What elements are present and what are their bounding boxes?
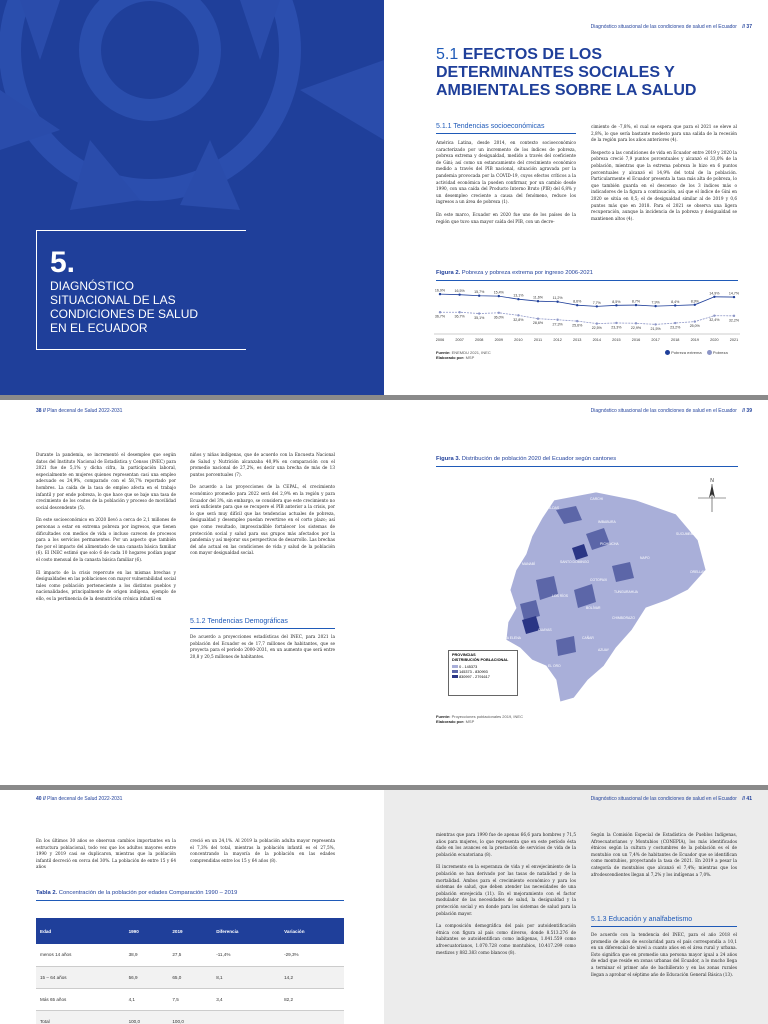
map-legend — [448, 650, 518, 696]
legend-label: Pobreza extrema — [671, 350, 702, 355]
data-point — [576, 320, 578, 322]
body-column-right — [591, 124, 737, 228]
data-point — [517, 298, 519, 300]
table-rule — [36, 900, 344, 901]
table-cell: 7,5 — [168, 988, 212, 1010]
data-point — [615, 304, 617, 306]
data-point — [654, 323, 656, 325]
province-label: BOLÍVAR — [586, 606, 601, 610]
section-number: 5.1 — [436, 46, 459, 63]
figure-2-caption — [436, 270, 593, 276]
paragraph: América Latina, desde 2014, en contexto socioeconómico caracterizado por un incremento de los índices de pobreza, pobreza extrema y desigualdad, medido a través del coeficiente de Gini; así como un estancamiento del crecimiento económico medido a través del PIB nacional, situación agravada por la pandemia provocada por la COVID-19, cuyos efectos críticos a la actividad económica la pueden confirmar, por un cambio desde 1990, con una caída del Producto Interno Bruto (PIB) del 6,8% y un desempleo creciente a causa del fenómeno, reduce los ingresos a un área de pobreza (1). — [436, 140, 576, 205]
running-head-40 — [36, 796, 122, 802]
legend-dot — [707, 350, 712, 355]
legend-label: Pobreza — [712, 350, 728, 355]
table-cell: 100,0 — [125, 1010, 169, 1024]
figure-3-source — [436, 714, 523, 725]
figure-2-source — [436, 350, 491, 361]
table-cell: -29,3% — [280, 944, 344, 966]
source-text: Proyecciones poblacionales 2019, INEC — [451, 714, 523, 719]
legend-swatch — [452, 665, 458, 668]
table-cell: Total — [36, 1010, 125, 1024]
legend-title: PROVINCIAS — [452, 653, 476, 657]
table-cell: 82,2 — [280, 988, 344, 1010]
table-cell — [280, 1010, 344, 1024]
running-head-37 — [591, 24, 752, 30]
body-column-left: En los últimos 30 años se observan cambios importantes en la estructura poblacional, todo vez que los adultos mayores entre 1990 y 2019 casi se duplicaron, mientras que la población infantil decreció en cerca del 30%. La población de entre 15 y 64 años — [36, 838, 176, 870]
table-row — [36, 988, 344, 1010]
data-point — [596, 322, 598, 324]
province-label: NAPO — [640, 556, 650, 560]
legend-dot — [665, 350, 670, 355]
x-tick-label: 2016 — [631, 338, 641, 342]
running-head-text: Diagnóstico situacional de las condiciones de salud en el Ecuador — [590, 408, 737, 414]
legend-label: 0 - 145373 — [459, 665, 478, 669]
x-tick-label: 2021 — [729, 338, 739, 342]
subsection-heading: 5.1.1 Tendencias socioeconómicas — [436, 123, 545, 130]
x-tick-label: 2010 — [514, 338, 523, 342]
data-label: 8,4% — [671, 299, 680, 304]
page-number: // 39 — [742, 408, 752, 414]
province-label: CARCHI — [590, 497, 603, 501]
table-header-row — [36, 918, 344, 944]
table-row — [36, 966, 344, 988]
column-header: Diferencia — [212, 918, 280, 944]
data-label: 32,2% — [728, 318, 740, 323]
subsection-heading: 5.1.2 Tendencias Demográficas — [190, 618, 288, 625]
column-header: 2019 — [168, 918, 212, 944]
table-cell: -11,4% — [212, 944, 280, 966]
column-header: 1990 — [125, 918, 169, 944]
body-column-right: Según la Comisión Especial de Estadística de Pueblos Indígenas, Afroecuatorianos y Montubios (CONEPIA), los más identificados étnicos según la cultura y costumbres de la población es el de montubio con un 7,4% de habitantes de Ecuador que se identifican como montubios, proyectando la tasa de 2021. En 2019 a pesar la categoría de montubios que alcanzó el 7,4%; mientras que los afrodescendientes llegan al 7,2% y los indígenas a 7,0%. — [591, 832, 737, 877]
data-point — [694, 320, 696, 322]
data-label: 36,0% — [493, 315, 504, 320]
x-tick-label: 2012 — [553, 338, 562, 342]
province-label: ORELLANA — [690, 570, 709, 574]
paragraph: niños y niñas indígenas, que de acuerdo con la Encuesta Nacional de Salud y Nutrición alcanzaba 40,9% en comparación con el promedio nacional de 27,2%, es decir una brecha de más de 13 puntos porcentuales (7). — [190, 452, 335, 477]
data-point — [458, 293, 460, 295]
table-cell: 8,1 — [212, 966, 280, 988]
body-paragraph: De acuerdo a proyecciones estadísticas del INEC, para 2021 la población del Ecuador es de 17,7 millones de habitantes, que se proyecta para el período 2000-2031, en un aumento que será entre 20,8 y 20,5 millones de habitantes. — [190, 634, 335, 659]
poverty-line-chart — [434, 284, 740, 354]
table-row — [36, 944, 344, 966]
data-label: 28,6% — [532, 321, 544, 326]
data-label: 35,1% — [474, 316, 485, 321]
table-row — [36, 1010, 344, 1024]
x-tick-label: 2019 — [690, 338, 700, 342]
x-tick-label: 2017 — [651, 338, 660, 342]
table-cell: 4,1 — [125, 988, 169, 1010]
source-text: ENEMDU 2021, INEC — [451, 350, 491, 355]
data-label: 32,4% — [709, 318, 720, 323]
table-cell: 14,2 — [280, 966, 344, 988]
figure-label: Figura 2. — [436, 270, 461, 276]
page-number: 38 // — [36, 408, 46, 414]
legend-item — [452, 675, 514, 680]
paragraph: mientras que para 1990 fue de apenas 66,6 para hombres y 71,5 años para mujeres, lo que representa que en este período ésta dado en los avances en la prestación de servicios de vida de la población ecuatoriana (8). — [436, 832, 576, 857]
page-number: 40 // — [36, 796, 46, 802]
province-label: MORONA SANTIAGO — [642, 652, 676, 656]
column-header: Edad — [36, 918, 125, 944]
data-point — [439, 311, 441, 313]
x-tick-label: 2006 — [435, 338, 445, 342]
paragraph: El impacto de la crisis repercute en las mismas brechas y desigualdades en las poblaciones con mayor vulnerabilidad social tales como población perteneciente a los distintos pueblos y nacionalidades, principalmente de origen indígena, ejemplo de ello, es la pertinencia de la desnutrición crónica infantil en — [36, 569, 176, 601]
data-point — [674, 304, 676, 306]
legend-label: 830997 - 2791617 — [459, 675, 490, 679]
paragraph: De acuerdo a las proyecciones de la CEPAL, el crecimiento económico promedio para 2022 será del 2,9% en la región y para Ecuador del 3%, sin embargo, se considera que este crecimiento no será suficiente para que se recupere el PIB anterior a la crisis, por lo que será muy difícil que las tendencias actuales de pobreza, desigualdad y desempleo puedan revertirse en el corto plazo; así que como resultado, imprescindible fortalecer los sistemas de protección social y salud para sus grupos más afectados por la pandemia y así mejorar sus perspectivas de desarrollo. Las brechas del año actual en las condiciones de vida y salud de la población con mayor desigualdad social. — [190, 484, 335, 556]
x-tick-label: 2018 — [670, 338, 680, 342]
body-column-left — [436, 832, 576, 962]
section-title — [436, 46, 736, 100]
section-title-text: EFECTOS DE LOS DETERMINANTES SOCIALES Y AMBIENTALES SOBRE LA SALUD — [436, 46, 697, 99]
compass — [698, 478, 726, 512]
population-table — [36, 918, 344, 1024]
data-label: 15,4% — [493, 290, 504, 295]
data-label: 25,0% — [689, 324, 700, 329]
province-label: IMBABURA — [598, 520, 616, 524]
elab-text: MSP — [465, 719, 475, 725]
body-column-right — [190, 452, 335, 563]
legend-swatch — [452, 670, 458, 673]
data-label: 32,8% — [513, 317, 524, 322]
elab-text: MSP — [465, 355, 475, 361]
data-label: 22,9% — [630, 325, 642, 330]
elab-label: Elaborado por: — [436, 719, 465, 725]
data-point — [498, 312, 500, 314]
page-number: // 41 — [742, 796, 752, 802]
subsection-rule — [591, 926, 737, 927]
data-point — [537, 318, 539, 320]
data-point — [596, 305, 598, 307]
data-label: 21,5% — [650, 326, 661, 331]
chapter-cover-page — [0, 0, 384, 395]
province-label: LOJA — [574, 704, 583, 708]
table-cell: 38,9 — [125, 944, 169, 966]
column-header: Variación — [280, 918, 344, 944]
figure-3-caption — [436, 456, 616, 462]
province-label: SANTO DOMINGO — [560, 560, 590, 564]
data-point — [654, 305, 656, 307]
province-label: ZAMORA — [610, 686, 625, 690]
x-tick-label: 2020 — [710, 338, 719, 342]
x-tick-label: 2015 — [612, 338, 621, 342]
province-label: CAÑAR — [582, 636, 594, 640]
data-point — [478, 295, 480, 297]
data-label: 16,9% — [434, 288, 446, 293]
x-tick-label: 2013 — [572, 338, 582, 342]
table-cell: 3,4 — [212, 988, 280, 1010]
chapter-title: DIAGNÓSTICO SITUACIONAL DE LAS CONDICIONES DE SALUD EN EL ECUADOR — [50, 279, 199, 335]
figure-rule — [436, 280, 738, 281]
elab-label: Elaborado por: — [436, 355, 465, 361]
province-label: AZUAY — [598, 648, 610, 652]
body-paragraph: De acuerdo con la tendencia del INEC, para el año 2018 el promedio de años de escolaridad para el país correspondía a 10,1 en un diferencial de nivel a cuanto años en el área rural y urbana. Esto significa que en promedio una persona mayor igual a 24 años de edad que reside en zonas urbanas del Ecuador, a lo mucho llega a terminar el primer año de bachillerato y en las zonas rurales llegan a aprobar el séptimo año de Educación General Básica (13). — [591, 932, 737, 977]
page-number: // 37 — [742, 24, 752, 30]
province-label: PASTAZA — [668, 602, 683, 606]
data-label: 23,3% — [611, 325, 622, 330]
table-cell: menos 14 años — [36, 944, 125, 966]
data-point — [674, 322, 676, 324]
province-label: TUNGURAHUA — [614, 590, 638, 594]
table-cell: 27,5 — [168, 944, 212, 966]
province-label: SUCUMBÍOS — [676, 532, 697, 536]
province-label: LOS RÍOS — [552, 594, 569, 598]
data-point — [733, 315, 735, 317]
legend-subtitle: DISTRIBUCIÓN POBLACIONAL — [452, 658, 509, 662]
figure-label: Figura 3. — [436, 456, 461, 462]
paragraph: La composición demográfica del país por autoidentificación étnica con figura al país como diverso, donde 8.513.276 de habitantes se autoidentifican como indígenas, 1.041.559 como afroecuatorianos, 1.070.728 como montubios, 10.417.299 como mestizos y 882.383 como blancos (8). — [436, 923, 576, 955]
data-point — [576, 304, 578, 306]
running-head-38 — [36, 408, 122, 414]
body-column-left — [36, 452, 176, 608]
paragraph: El incremento en la esperanza de vida y el envejecimiento de la población se han derivado por las tasas de natalidad y de la mortalidad. Ambos para el crecimiento económico y para los sistemas de salud, que deben atender las necesidades de una población envejecida (11). En el mejoramiento con el factor modulador de las necesidades de salud, la desigualdad y la protección social y en donde para los sistemas de salud para la población mayor. — [436, 864, 576, 916]
data-point — [517, 314, 519, 316]
figure-caption-text: Pobreza y pobreza extrema por ingreso 2006-2021 — [461, 270, 593, 276]
data-label: 36,7% — [454, 314, 465, 319]
body-column-right: creció en un 24,1%. Al 2019 la población adulta mayor representa el 7,3% del total, mientras la población infantil es el 27,5%, concentrando la mayoría de la población en las edades comprendidas entre los 15 y 64 años (8). — [190, 838, 335, 863]
x-tick-label: 2008 — [474, 338, 484, 342]
paragraph: En este marco, Ecuador en 2020 fue uno de los países de la región que tuvo una mayor caída del PIB, con un decre- — [436, 211, 576, 224]
data-label: 7,9% — [651, 300, 660, 305]
data-point — [556, 319, 558, 321]
province-label: MANABÍ — [522, 562, 535, 566]
table-2-caption — [36, 890, 237, 896]
data-label: 8,6% — [573, 299, 582, 304]
paragraph: cimiento de -7,8%, el cual se espera que para el 2021 se eleve al 2,8%, lo que sería bastante modesto para una salida de la recesión de la región para los años anteriores (4). — [591, 124, 737, 143]
data-point — [498, 295, 500, 297]
data-label: 25,6% — [572, 323, 583, 328]
data-label: 22,5% — [591, 326, 602, 331]
x-tick-label: 2014 — [592, 338, 602, 342]
data-label: 7,7% — [592, 300, 601, 305]
data-point — [478, 312, 480, 314]
province-label: PICHINCHA — [600, 542, 619, 546]
province-label: GUAYAS — [538, 628, 552, 632]
province-label: ESMERALDAS — [536, 506, 560, 510]
figure-rule — [436, 466, 738, 467]
paragraph: Durante la pandemia, se incrementó el desempleo que según datos del Instituto Nacional de Estadística y Censos (INEC) para 2021 fue de 5,1% y dicha cifra, la participación laboral, especialmente en mujeres quienes representan casi una empleo adecuado es 24,9%, comparado con el 58,7% reportado por hombres. La caída de la tasa de empleo afecta en el trabajo infantil y por ende pobreza, lo que hace que se baje una tasa de crecimiento de los costos de la población y proceso de movilidad social descendente (5). — [36, 452, 176, 510]
data-label: 15,7% — [474, 290, 485, 295]
data-label: 8,5% — [612, 299, 621, 304]
running-head-text: Plan decenal de Salud 2022-2031 — [47, 796, 123, 802]
table-cell: 15 – 64 años — [36, 966, 125, 988]
x-tick-label: 2011 — [533, 338, 543, 342]
data-point — [694, 304, 696, 306]
data-label: 13,1% — [513, 293, 524, 298]
subsection-rule — [436, 133, 576, 134]
figure-caption-text: Distribución de población 2020 del Ecuador según cantones — [461, 456, 617, 462]
data-label: 27,3% — [552, 322, 563, 327]
legend-swatch — [452, 675, 458, 678]
data-label: 36,7% — [434, 314, 446, 319]
chart-legend — [665, 350, 728, 355]
table-cell: 100,0 — [168, 1010, 212, 1024]
data-label: 14,7% — [728, 291, 740, 296]
source-label: Fuente: — [436, 714, 451, 719]
running-head-text: Diagnóstico situacional de las condiciones de salud en el Ecuador — [590, 796, 737, 802]
data-label: 23,2% — [670, 325, 681, 330]
subsection-heading: 5.1.3 Educación y analfabetismo — [591, 916, 693, 923]
running-head-text: Diagnóstico situacional de las condiciones de salud en el Ecuador — [590, 24, 737, 30]
data-label: 11,6% — [533, 295, 543, 300]
paragraph: En este socioeconómico en 2020 llevó a cerca de 2,1 millones de personas a estar en extrema pobreza por ingresos, que tienen dificultades con medios de vida o incluso carecen de procesos para a los servicios permanentes. Por un aspecto que también fue por el impacto del alimentado de una canasta básica familiar (6). El INEC estimó que solo 6 de cada 10 hogares podían pagar el costo mensual de la canasta básica familiar (6). — [36, 517, 176, 562]
table-caption-text: Concentración de la población por edades Comparación 1990 – 2019 — [58, 890, 238, 896]
paragraph: Respecto a las condiciones de vida en Ecuador entre 2019 y 2020 la pobreza creció 7,9 puntos porcentuales y alcanzó el 33,0% de la población, mientras que la extrema pobreza lo hizo en 6 puntos porcentuales y alcanzó el 14,9% del total de la población. Particularmente el Ecuador presenta la tasa más alta de pobreza, lo que también guarda en el descenso de los 3 índices más o indicadores de la figura a continuación, así que el índice de Gini en 2020 se sitúa en 0,5; el de desigualdad similar al de 2019 y 0,6 puntos más que en 2018. Para el 2021 se observa una ligera recuperación, aunque la incidencia de la pobreza y desigualdad se mantienen altos (4). — [591, 149, 737, 221]
data-point — [537, 300, 539, 302]
data-point — [635, 322, 637, 324]
table-cell: Más 65 años — [36, 988, 125, 1010]
subsection-rule — [190, 628, 335, 629]
data-point — [733, 296, 735, 298]
table-label: Tabla 2. — [36, 890, 58, 896]
table-cell — [212, 1010, 280, 1024]
data-point — [556, 301, 558, 303]
province-label: CHIMBORAZO — [612, 616, 635, 620]
data-point — [439, 293, 441, 295]
body-column-left — [436, 140, 576, 231]
compass-label: N — [710, 478, 714, 484]
data-point — [713, 296, 715, 298]
province-label: EL ORO — [548, 664, 561, 668]
running-head-39 — [591, 408, 752, 414]
province-label: SANTA ELENA — [498, 636, 521, 640]
data-point — [713, 314, 715, 316]
data-point — [615, 322, 617, 324]
data-label: 16,5% — [454, 289, 465, 294]
data-label: 8,7% — [631, 299, 641, 304]
table-cell: 65,0 — [168, 966, 212, 988]
province-label: COTOPAXI — [590, 578, 608, 582]
chapter-number: 5. — [50, 246, 76, 279]
table-cell: 56,9 — [125, 966, 169, 988]
source-label: Fuente: — [436, 350, 451, 355]
data-label: 14,9% — [709, 291, 720, 296]
legend-label: 145373 - 830993 — [459, 670, 488, 674]
data-point — [458, 311, 460, 313]
running-head-text: Plan decenal de Salud 2022-2031 — [47, 408, 123, 414]
data-point — [635, 304, 637, 306]
x-tick-label: 2007 — [455, 338, 464, 342]
data-label: 11,2% — [552, 296, 563, 301]
data-label: 8,9% — [690, 299, 699, 304]
running-head-41 — [591, 796, 752, 802]
x-tick-label: 2009 — [494, 338, 504, 342]
